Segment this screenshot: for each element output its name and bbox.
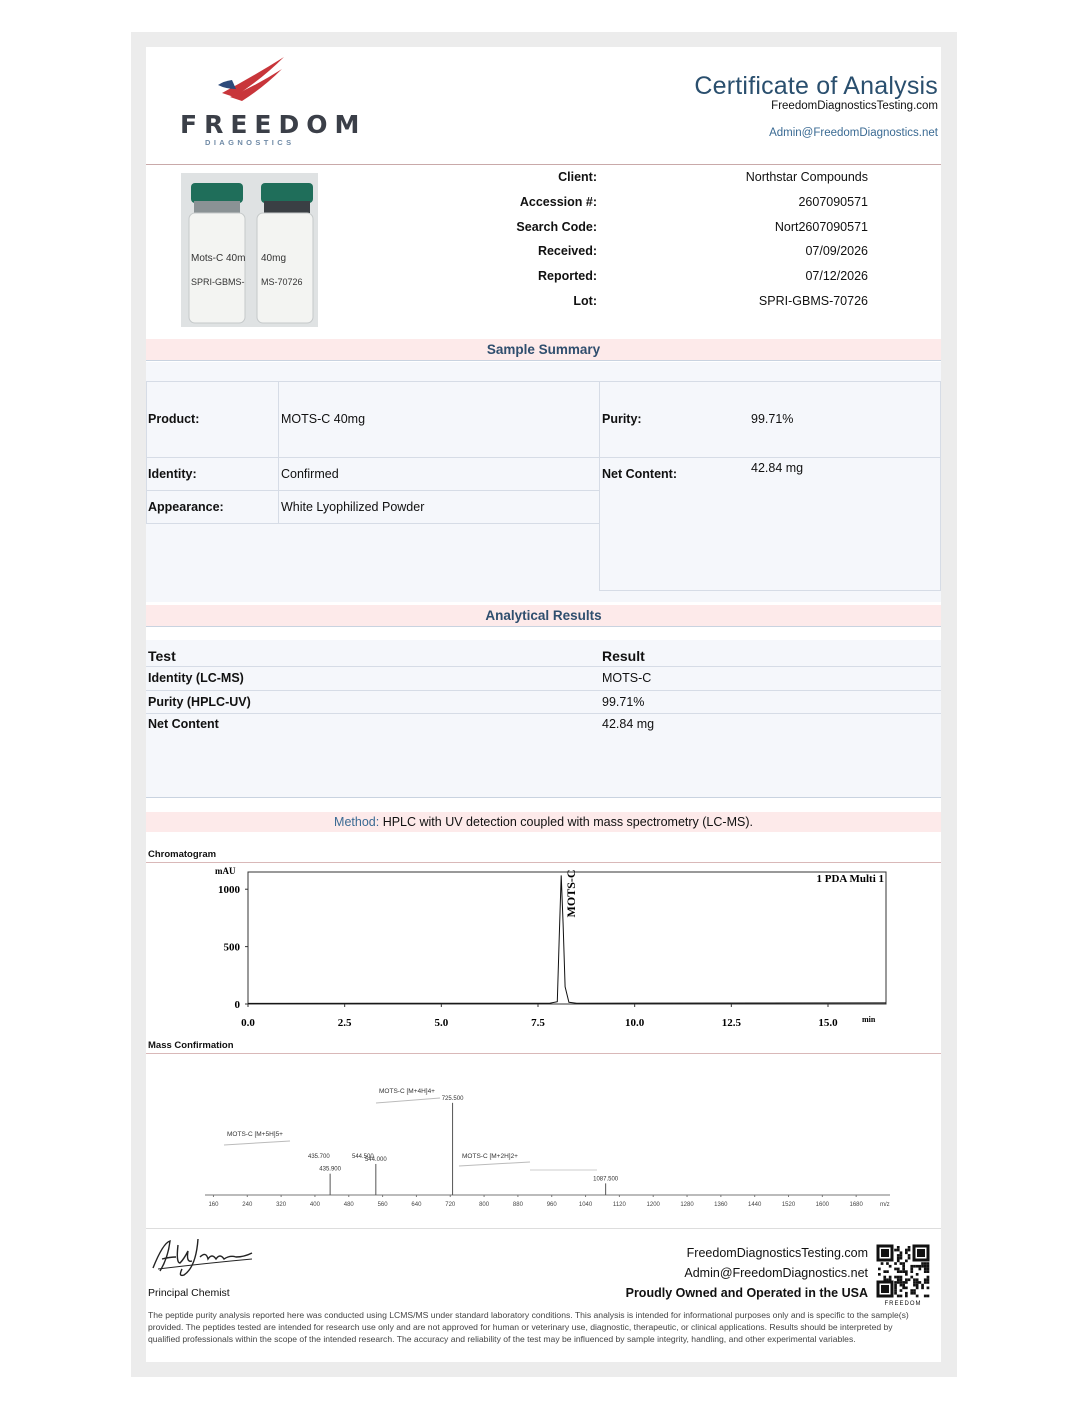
annotation-leader — [376, 1098, 440, 1103]
accession-label: Accession #: — [519, 195, 597, 209]
mass-x-tick-label: 1280 — [680, 1202, 694, 1208]
mass-x-tick-label: 1120 — [612, 1202, 626, 1208]
document-title: Certificate of Analysis — [694, 72, 938, 100]
mass-x-tick-label: 1600 — [815, 1202, 830, 1208]
vial-right-label-2: MS-70726 — [261, 277, 303, 287]
flag-swoosh-logo-icon — [212, 55, 287, 103]
search-code-value: Nort2607090571 — [774, 220, 868, 234]
chromatogram-y-tick-label: 0 — [234, 999, 240, 1011]
header-email[interactable]: Admin@FreedomDiagnostics.net — [769, 127, 938, 139]
chromatogram-x-tick-label: 7.5 — [531, 1017, 545, 1029]
mass-spectrum-chart — [200, 1078, 900, 1213]
mass-x-tick-label: 480 — [343, 1202, 354, 1208]
result-row-value: 42.84 mg — [602, 717, 655, 731]
summary-row-divider-3 — [146, 523, 599, 524]
mass-x-tick-label: 1040 — [578, 1202, 593, 1208]
vial-left-label-2: SPRI-GBMS- — [191, 277, 245, 287]
accession-value: 2607090571 — [798, 195, 868, 209]
signature-image — [148, 1233, 258, 1281]
footer-tagline: Proudly Owned and Operated in the USA — [625, 1286, 868, 1300]
summary-top-border — [146, 381, 941, 382]
chromatogram-x-unit: min — [862, 1015, 876, 1024]
analytical-results-table — [146, 640, 941, 798]
col-header-test: Test — [148, 648, 176, 664]
logo-subtitle: DIAGNOSTICS — [205, 138, 295, 147]
summary-bottom-right-border — [599, 590, 941, 591]
result-row-test: Purity (HPLC-UV) — [148, 695, 251, 709]
net-content-label: Net Content: — [602, 467, 677, 481]
header-divider — [146, 164, 941, 165]
chromatogram-x-tick-label: 2.5 — [337, 1017, 352, 1029]
vial-right-label-1: 40mg — [261, 253, 287, 264]
qr-code-icon[interactable] — [874, 1242, 932, 1306]
product-label: Product: — [148, 412, 200, 426]
result-row-value: MOTS-C — [602, 671, 652, 685]
mass-peak-label: 1087.500 — [593, 1176, 619, 1183]
mass-x-tick-label: 1440 — [748, 1202, 762, 1208]
mass-x-tick-label: 1360 — [714, 1202, 728, 1208]
product-value: MOTS-C 40mg — [281, 412, 366, 426]
purity-value: 99.71% — [751, 412, 794, 426]
mass-x-tick-label: 160 — [208, 1202, 219, 1208]
disclaimer-text: The peptide purity analysis reported here was conducted using LCMS/MS under standard laboratory conditions. This analysis is intended for informational purposes only and is specific to the sample(s) provided. The peptides tested are intended for research use only and are not approved for human or veterinary use, diagnostic, therapeutic, or clinical applications. Results should be interpreted by qualified professionals within the scope of the intended research. The accuracy and reliability of the test may be influenced by sample integrity, handling, and other experimental variables. — [148, 1310, 909, 1344]
chromatogram-caption: Chromatogram — [148, 849, 217, 860]
purity-label: Purity: — [602, 412, 642, 426]
summary-col-divider-1 — [278, 381, 279, 523]
mass-caption-line — [146, 1053, 941, 1054]
mass-x-tick-label: 400 — [309, 1202, 320, 1208]
header-website[interactable]: FreedomDiagnosticsTesting.com — [771, 100, 938, 112]
identity-value: Confirmed — [281, 467, 339, 481]
sample-summary-table — [146, 362, 941, 602]
net-content-value: 42.84 mg — [751, 461, 804, 475]
chromatogram-legend: 1 PDA Multi 1 — [816, 873, 884, 885]
footer-email[interactable]: Admin@FreedomDiagnostics.net — [684, 1266, 868, 1280]
chromatogram-chart — [190, 864, 900, 1036]
mass-x-tick-label: 1200 — [646, 1202, 660, 1208]
analytical-results-header: Analytical Results — [146, 605, 941, 627]
mass-x-tick-label: 1680 — [849, 1202, 863, 1208]
chromatogram-peak-label: MOTS-C — [564, 869, 579, 918]
summary-row-divider-2 — [146, 490, 599, 491]
annotation-m4h: MOTS-C [M+4H]4+ — [379, 1088, 435, 1095]
lot-label: Lot: — [573, 294, 597, 308]
chromatogram-x-tick-label: 12.5 — [721, 1017, 741, 1029]
received-value: 07/09/2026 — [805, 244, 868, 258]
sample-summary-header: Sample Summary — [146, 339, 941, 361]
chromatogram-x-tick-label: 10.0 — [625, 1017, 645, 1029]
result-row-test: Net Content — [148, 717, 219, 731]
method-text: HPLC with UV detection coupled with mass spectrometry (LC-MS). — [382, 815, 753, 829]
mass-x-unit: m/z — [880, 1202, 890, 1208]
annotation-m5h: MOTS-C [M+5H]5+ — [227, 1131, 283, 1138]
received-label: Received: — [537, 244, 597, 258]
search-code-label: Search Code: — [516, 220, 597, 234]
chromatogram-caption-line — [146, 862, 941, 863]
mass-x-tick-label: 320 — [276, 1202, 287, 1208]
method-bar — [146, 812, 941, 832]
mass-x-tick-label: 960 — [546, 1202, 557, 1208]
results-header-divider — [146, 666, 941, 667]
logo-wordmark: FREEDOM — [180, 110, 367, 139]
annotation-leader — [459, 1162, 530, 1166]
client-value: Northstar Compounds — [745, 170, 868, 184]
identity-label: Identity: — [148, 467, 197, 481]
peak-value-label-435-700: 435.700 — [308, 1154, 330, 1160]
result-row-test: Identity (LC-MS) — [148, 671, 244, 685]
mass-peak-label: 544.000 — [364, 1156, 387, 1163]
qr-caption: FREEDOM — [884, 1301, 922, 1306]
signer-title: Principal Chemist — [148, 1287, 230, 1299]
summary-left-border — [146, 381, 147, 523]
result-row-value: 99.71% — [602, 695, 645, 709]
client-label: Client: — [558, 170, 597, 184]
reported-label: Reported: — [537, 269, 597, 283]
product-photo — [181, 173, 318, 327]
chromatogram-x-tick-label: 5.0 — [434, 1017, 449, 1029]
results-row-divider-2 — [146, 713, 941, 714]
mass-x-tick-label: 240 — [242, 1202, 253, 1208]
annotation-m2h: MOTS-C [M+2H]2+ — [462, 1153, 518, 1160]
annotation-leader — [224, 1141, 290, 1145]
method-label: Method: — [334, 815, 380, 829]
mass-x-tick-label: 640 — [411, 1202, 422, 1208]
mass-confirmation-caption: Mass Confirmation — [148, 1040, 234, 1051]
footer-website[interactable]: FreedomDiagnosticsTesting.com — [686, 1246, 868, 1260]
mass-x-tick-label: 880 — [512, 1202, 523, 1208]
mass-x-tick-label: 720 — [445, 1202, 456, 1208]
vial-left-label-1: Mots-C 40m — [191, 253, 246, 264]
chromatogram-y-tick-label: 500 — [223, 941, 240, 954]
mass-x-tick-label: 1520 — [781, 1202, 796, 1208]
lot-value: SPRI-GBMS-70726 — [758, 294, 868, 308]
summary-col-divider-2 — [599, 381, 600, 590]
chromatogram-x-tick-label: 15.0 — [818, 1017, 838, 1029]
mass-x-tick-label: 560 — [377, 1202, 388, 1208]
appearance-value: White Lyophilized Powder — [281, 500, 425, 514]
chromatogram-y-unit: mAU — [215, 866, 236, 876]
appearance-label: Appearance: — [148, 500, 224, 514]
peak-value-label-544-500: 544.500 — [352, 1154, 374, 1160]
chromatogram-y-tick-label: 1000 — [218, 884, 240, 897]
col-header-result: Result — [602, 648, 645, 664]
chromatogram-x-tick-label: 0.0 — [241, 1017, 255, 1029]
summary-row-divider-1 — [146, 457, 941, 458]
reported-value: 07/12/2026 — [805, 269, 868, 283]
mass-peak-label: 725.500 — [441, 1095, 464, 1102]
mass-peak-label: 435.900 — [319, 1166, 341, 1173]
vials-illustration — [181, 173, 318, 327]
mass-x-tick-label: 800 — [479, 1202, 490, 1208]
results-row-divider-1 — [146, 690, 941, 691]
summary-right-border — [940, 381, 941, 590]
